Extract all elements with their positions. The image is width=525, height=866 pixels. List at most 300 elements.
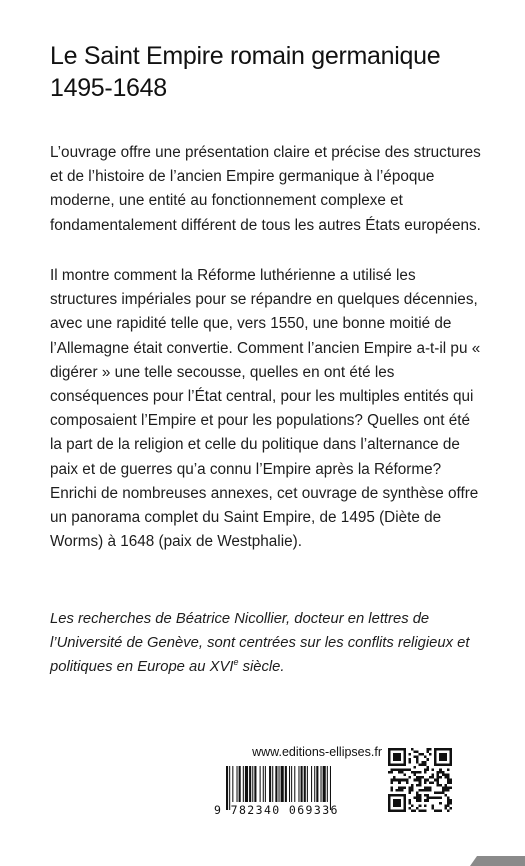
qr-module: [414, 751, 417, 754]
qr-module: [447, 768, 450, 771]
qr-module: [421, 763, 424, 766]
qr-module: [439, 776, 442, 779]
qr-module: [421, 809, 424, 812]
qr-module: [396, 768, 399, 771]
qr-module: [388, 753, 391, 756]
qr-module: [439, 802, 442, 805]
qr-module: [444, 786, 447, 789]
qr-module: [419, 784, 422, 787]
qr-module: [401, 763, 404, 766]
qr-module: [416, 794, 419, 797]
qr-module: [447, 781, 450, 784]
barcode-bar: [260, 766, 261, 802]
qr-module: [424, 809, 427, 812]
author-bio-text-end: siècle.: [238, 659, 285, 676]
qr-module: [396, 753, 399, 756]
qr-module: [414, 774, 417, 777]
barcode-bar: [275, 766, 277, 802]
qr-module: [429, 786, 432, 789]
qr-module: [393, 804, 396, 807]
qr-module: [449, 756, 452, 759]
qr-module: [449, 761, 452, 764]
qr-module: [419, 809, 422, 812]
qr-module: [403, 794, 406, 797]
qr-module: [424, 781, 427, 784]
title-line-1: Le Saint Empire romain germanique: [50, 42, 441, 70]
qr-module: [391, 768, 394, 771]
qr-module: [447, 776, 450, 779]
qr-module: [411, 789, 414, 792]
qr-module: [429, 781, 432, 784]
qr-module: [447, 786, 450, 789]
qr-module: [424, 771, 427, 774]
qr-module: [444, 776, 447, 779]
qr-module: [442, 748, 445, 751]
qr-module: [408, 792, 411, 795]
qr-module: [408, 786, 411, 789]
qr-module: [391, 748, 394, 751]
book-title: [50, 40, 490, 104]
qr-module: [434, 792, 437, 795]
qr-module: [391, 781, 394, 784]
qr-module: [393, 779, 396, 782]
qr-module: [406, 781, 409, 784]
qr-module: [439, 758, 442, 761]
qr-module: [403, 802, 406, 805]
qr-module: [403, 748, 406, 751]
qr-module: [444, 784, 447, 787]
qr-module: [398, 758, 401, 761]
qr-module: [437, 776, 440, 779]
qr-module: [442, 763, 445, 766]
barcode-bar: [252, 766, 253, 802]
qr-module: [429, 797, 432, 800]
barcode-bar: [321, 766, 322, 802]
qr-module: [388, 799, 391, 802]
qr-module: [434, 753, 437, 756]
qr-module: [449, 763, 452, 766]
qr-module: [419, 794, 422, 797]
barcode-bar: [263, 766, 264, 802]
qr-module: [398, 748, 401, 751]
qr-module: [414, 797, 417, 800]
qr-module: [396, 789, 399, 792]
qr-module: [434, 779, 437, 782]
qr-module: [432, 776, 435, 779]
qr-module: [432, 797, 435, 800]
qr-module: [391, 779, 394, 782]
qr-module: [444, 756, 447, 759]
qr-module: [421, 761, 424, 764]
qr-module: [442, 786, 445, 789]
barcode-bar: [289, 766, 290, 802]
qr-module: [444, 748, 447, 751]
qr-module: [403, 809, 406, 812]
qr-module: [419, 771, 422, 774]
qr-module: [411, 748, 414, 751]
qr-module: [396, 756, 399, 759]
qr-module: [403, 763, 406, 766]
barcode-bar: [304, 766, 306, 802]
qr-module: [403, 804, 406, 807]
qr-module: [393, 748, 396, 751]
qr-module: [416, 797, 419, 800]
qr-module: [426, 748, 429, 751]
barcode-bar: [281, 766, 284, 802]
qr-module: [439, 784, 442, 787]
qr-module: [403, 758, 406, 761]
qr-module: [398, 799, 401, 802]
qr-module: [426, 768, 429, 771]
qr-module: [424, 794, 427, 797]
qr-module: [393, 756, 396, 759]
qr-module: [408, 776, 411, 779]
qr-module: [411, 809, 414, 812]
qr-module: [437, 784, 440, 787]
qr-module: [437, 781, 440, 784]
qr-module: [444, 753, 447, 756]
qr-module: [388, 802, 391, 805]
qr-module: [426, 799, 429, 802]
qr-module: [444, 804, 447, 807]
qr-module: [419, 797, 422, 800]
qr-module: [403, 779, 406, 782]
qr-module: [449, 779, 452, 782]
author-bio-superscript: e: [233, 657, 239, 668]
qr-module: [403, 768, 406, 771]
qr-module: [403, 799, 406, 802]
qr-module: [424, 768, 427, 771]
qr-module: [388, 804, 391, 807]
qr-module: [439, 768, 442, 771]
qr-module: [444, 758, 447, 761]
qr-module: [416, 799, 419, 802]
qr-module: [393, 758, 396, 761]
barcode-bar: [311, 766, 312, 802]
qr-module: [416, 756, 419, 759]
qr-module: [393, 763, 396, 766]
qr-module: [437, 748, 440, 751]
qr-module: [432, 804, 435, 807]
qr-module: [447, 779, 450, 782]
barcode-bar: [316, 766, 318, 802]
qr-module: [429, 776, 432, 779]
qr-module: [398, 804, 401, 807]
qr-module: [416, 758, 419, 761]
qr-module: [396, 809, 399, 812]
qr-module: [396, 804, 399, 807]
barcode-bar: [232, 766, 233, 802]
qr-module: [388, 758, 391, 761]
qr-module: [398, 779, 401, 782]
qr-module: [408, 761, 411, 764]
qr-module: [398, 768, 401, 771]
qr-module: [398, 794, 401, 797]
qr-module: [388, 807, 391, 810]
qr-module: [421, 753, 424, 756]
qr-module: [388, 763, 391, 766]
qr-module: [388, 771, 391, 774]
qr-module: [421, 776, 424, 779]
qr-module: [406, 779, 409, 782]
qr-module: [388, 797, 391, 800]
qr-module: [437, 771, 440, 774]
qr-module: [391, 771, 394, 774]
qr-module: [419, 799, 422, 802]
qr-module: [401, 768, 404, 771]
qr-module: [416, 784, 419, 787]
qr-module: [401, 748, 404, 751]
qr-module: [437, 797, 440, 800]
qr-module: [411, 784, 414, 787]
qr-module: [398, 756, 401, 759]
qr-module: [449, 799, 452, 802]
qr-module: [437, 792, 440, 795]
qr-module: [398, 781, 401, 784]
qr-module: [442, 756, 445, 759]
qr-module: [414, 779, 417, 782]
qr-module: [442, 758, 445, 761]
qr-module: [421, 789, 424, 792]
qr-module: [391, 786, 394, 789]
qr-module: [393, 802, 396, 805]
qr-module: [391, 794, 394, 797]
qr-module: [449, 753, 452, 756]
description-paragraph-1: L’ouvrage offre une présentation claire et précise des structures et de l’histoire de l’ancien Empire germanique à l’époque moderne, une entité au fonctionnement complexe et fondamentalement différent de tous les autres États européens.: [50, 144, 481, 234]
qr-module: [408, 758, 411, 761]
qr-module: [437, 809, 440, 812]
qr-module: [411, 771, 414, 774]
qr-module: [447, 763, 450, 766]
qr-module: [447, 804, 450, 807]
qr-module: [449, 786, 452, 789]
barcode-bar: [323, 766, 326, 802]
qr-module: [388, 761, 391, 764]
qr-module: [444, 807, 447, 810]
qr-module: [396, 748, 399, 751]
qr-module: [439, 771, 442, 774]
qr-module: [442, 771, 445, 774]
qr-module: [398, 786, 401, 789]
qr-module: [419, 763, 422, 766]
qr-module: [419, 789, 422, 792]
qr-module: [388, 756, 391, 759]
qr-module: [393, 753, 396, 756]
qr-module: [398, 763, 401, 766]
qr-module: [429, 753, 432, 756]
qr-module: [396, 779, 399, 782]
qr-module: [442, 753, 445, 756]
qr-module: [416, 771, 419, 774]
qr-module: [437, 779, 440, 782]
barcode-bar: [254, 766, 256, 802]
qr-module: [449, 758, 452, 761]
barcode-bar: [249, 766, 251, 802]
qr-module: [388, 751, 391, 754]
corner-mark: [470, 856, 525, 866]
qr-module: [432, 781, 435, 784]
qr-module: [403, 807, 406, 810]
qr-module: [426, 794, 429, 797]
qr-module: [403, 774, 406, 777]
qr-module: [388, 748, 391, 751]
qr-module: [434, 809, 437, 812]
qr-module: [398, 809, 401, 812]
qr-module: [439, 756, 442, 759]
qr-module: [426, 779, 429, 782]
qr-module: [449, 807, 452, 810]
barcode-bar: [279, 766, 280, 802]
qr-module: [424, 763, 427, 766]
qr-module: [393, 794, 396, 797]
barcode-bar: [301, 766, 303, 802]
qr-module: [424, 779, 427, 782]
qr-module: [403, 797, 406, 800]
qr-module: [411, 786, 414, 789]
qr-module: [414, 756, 417, 759]
qr-module: [393, 776, 396, 779]
title-line-2: 1495-1648: [50, 74, 167, 102]
qr-module: [396, 794, 399, 797]
qr-module: [416, 807, 419, 810]
qr-module: [398, 753, 401, 756]
qr-module: [447, 809, 450, 812]
qr-module: [408, 802, 411, 805]
qr-module: [401, 794, 404, 797]
qr-module: [416, 751, 419, 754]
qr-module: [424, 799, 427, 802]
qr-module: [439, 748, 442, 751]
qr-module: [419, 804, 422, 807]
barcode-bar: [239, 766, 241, 802]
qr-module: [439, 792, 442, 795]
qr-module: [393, 799, 396, 802]
qr-module: [449, 802, 452, 805]
barcode-digits: 9 782340 069336: [214, 803, 339, 817]
qr-module: [403, 786, 406, 789]
qr-module: [434, 756, 437, 759]
qr-module: [401, 786, 404, 789]
qr-module: [398, 771, 401, 774]
qr-module: [388, 809, 391, 812]
qr-module: [447, 748, 450, 751]
qr-module: [447, 802, 450, 805]
qr-module: [429, 789, 432, 792]
qr-module: [396, 799, 399, 802]
qr-module: [396, 802, 399, 805]
qr-module: [419, 779, 422, 782]
qr-module: [449, 781, 452, 784]
author-bio: [50, 607, 490, 680]
qr-module: [401, 771, 404, 774]
qr-module: [403, 756, 406, 759]
qr-module: [442, 774, 445, 777]
qr-module: [437, 763, 440, 766]
barcode-bar: [237, 766, 238, 802]
description-paragraph-2: Il montre comment la Réforme luthérienne a utilisé les structures impériales pour se répandre en quelques décennies, avec une rapidité telle que, vers 1550, une bonne moitié de l’Allemagne était convertie. Comment l’ancien Empire a-t-il pu « digérer » une telle secousse, quelles en ont été les conséquences pour l’État central, pour les multiples entités qui composaient l’Empire et pour les populations? Quelles ont été la part de la religion et celle du politique dans l’alternance de paix et de guerres qu’a connu l’Empire après la Réforme? Enrichi de nombreuses annexes, cet ouvrage de synthèse offre un panorama complet du Saint Empire, de 1495 (Diète de Worms) à 1648 (paix de Westphalie).: [50, 267, 481, 551]
qr-module: [414, 771, 417, 774]
qr-module: [401, 809, 404, 812]
qr-module: [403, 751, 406, 754]
barcode-bar: [291, 766, 292, 802]
barcode-bar: [243, 766, 244, 802]
qr-module: [434, 751, 437, 754]
qr-module: [432, 768, 435, 771]
barcode-bar: [298, 766, 299, 802]
qr-module: [442, 789, 445, 792]
qr-module: [434, 797, 437, 800]
qr-module: [388, 794, 391, 797]
qr-module: [406, 768, 409, 771]
publisher-website: www.editions-ellipses.fr: [252, 745, 382, 759]
qr-module: [408, 789, 411, 792]
qr-module: [447, 799, 450, 802]
qr-module: [439, 809, 442, 812]
qr-module: [434, 748, 437, 751]
qr-module: [429, 748, 432, 751]
qr-module: [391, 809, 394, 812]
qr-module: [393, 768, 396, 771]
qr-module: [408, 807, 411, 810]
qr-module: [426, 766, 429, 769]
qr-module: [426, 786, 429, 789]
qr-module: [424, 789, 427, 792]
qr-module: [403, 753, 406, 756]
qr-module: [439, 797, 442, 800]
author-bio-text: Les recherches de Béatrice Nicollier, docteur en lettres de l’Université de Genève, sont centrées sur les conflits religieux et politiques en Europe au XVI: [50, 611, 470, 676]
qr-module: [396, 763, 399, 766]
qr-module: [447, 789, 450, 792]
barcode-bar: [245, 766, 248, 802]
qr-code-icon: [388, 748, 452, 812]
qr-module: [424, 761, 427, 764]
qr-module: [419, 776, 422, 779]
qr-module: [416, 792, 419, 795]
qr-module: [449, 751, 452, 754]
qr-module: [442, 792, 445, 795]
barcode-bar: [285, 766, 287, 802]
qr-module: [426, 789, 429, 792]
qr-module: [432, 807, 435, 810]
qr-module: [411, 804, 414, 807]
qr-module: [424, 786, 427, 789]
barcode-bar: [265, 766, 266, 802]
barcode-bar: [294, 766, 295, 802]
qr-module: [419, 781, 422, 784]
qr-module: [391, 763, 394, 766]
qr-module: [416, 779, 419, 782]
qr-module: [444, 789, 447, 792]
barcode-bar: [307, 766, 308, 802]
qr-module: [416, 776, 419, 779]
qr-module: [393, 809, 396, 812]
qr-module: [447, 774, 450, 777]
qr-module: [396, 758, 399, 761]
qr-module: [432, 774, 435, 777]
qr-module: [398, 802, 401, 805]
qr-module: [426, 751, 429, 754]
qr-module: [434, 763, 437, 766]
qr-module: [408, 753, 411, 756]
qr-module: [426, 758, 429, 761]
qr-module: [447, 797, 450, 800]
qr-module: [414, 809, 417, 812]
qr-module: [434, 761, 437, 764]
qr-module: [408, 799, 411, 802]
qr-module: [449, 748, 452, 751]
qr-module: [439, 753, 442, 756]
qr-module: [434, 758, 437, 761]
